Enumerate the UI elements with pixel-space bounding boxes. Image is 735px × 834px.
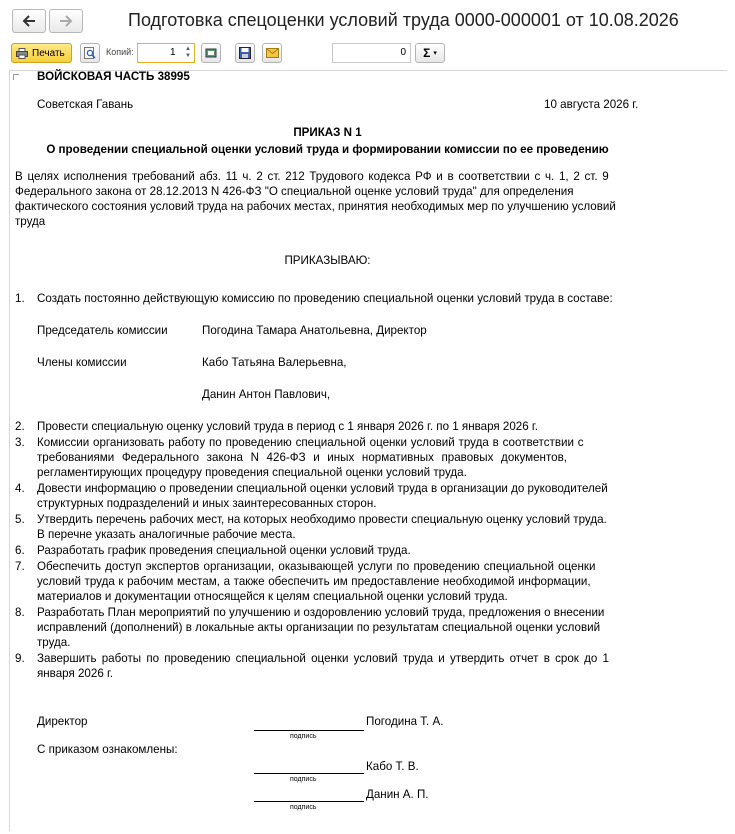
forward-button[interactable] [49, 9, 83, 33]
signature-line [254, 773, 364, 774]
order-word: ПРИКАЗЫВАЮ: [284, 254, 371, 267]
copies-input[interactable] [137, 43, 195, 63]
acquainted-label: С приказом ознакомлены: [37, 743, 178, 756]
item-text: В перечне указать аналогичные рабочие места. [37, 528, 296, 541]
page-setup-button[interactable] [201, 43, 221, 63]
item-text: материалов и документации относящейся к целям специальной оценки условий труда. [37, 590, 508, 603]
print-button[interactable] [11, 43, 72, 63]
page-setup-icon [205, 47, 217, 59]
item-text: Провести специальную оценку условий труда в период с 1 января 2026 г. по 1 января 2026 г. [37, 420, 538, 433]
title-bar [0, 0, 735, 40]
members-label: Члены комиссии [37, 356, 127, 369]
copies-spinner[interactable]: ▲ ▼ [185, 46, 191, 59]
preamble-line: труда [15, 215, 46, 228]
item-text: Комиссии организовать работу по проведению специальной оценки условий труда в соответствии с [37, 436, 584, 449]
chairman-label: Председатель комиссии [37, 324, 168, 337]
item-text: условий труда к рабочим местам, а также обеспечить им предоставление необходимой информации, [37, 575, 591, 588]
item-text: Довести информацию о проведении специальной оценки условий труда в организации до руководителей [37, 482, 608, 495]
magnifier-icon [84, 47, 96, 59]
item-number: 2. [15, 420, 25, 433]
signature-caption: подпись [290, 733, 317, 740]
preview-button[interactable] [80, 43, 100, 63]
item-text: регламентирующих процедуру проведения специальной оценки условий труда. [37, 466, 467, 479]
document-date: 10 августа 2026 г. [544, 98, 639, 111]
director-name: Погодина Т. А. [366, 715, 444, 728]
order-subject: О проведении специальной оценки условий труда и формировании комиссии по ее проведению [46, 143, 609, 156]
sigma-icon: Σ [423, 46, 431, 60]
item-text: января 2026 г. [37, 667, 114, 680]
floppy-disk-icon [239, 47, 251, 59]
item-number: 8. [15, 606, 25, 619]
sum-field[interactable]: 0 [332, 43, 411, 63]
city: Советская Гавань [37, 98, 134, 111]
back-button[interactable] [12, 9, 46, 33]
organization-name: ВОЙСКОВАЯ ЧАСТЬ 38995 [37, 70, 190, 83]
member-name: Кабо Татьяна Валерьевна, [202, 356, 347, 369]
email-button[interactable] [262, 43, 282, 63]
item-text: Завершить работы по проведению специальной оценки условий труда и утвердить отчет в срок до 1 [37, 652, 609, 665]
item-number: 7. [15, 560, 25, 573]
chevron-down-icon: ▾ [433, 50, 437, 57]
item-text: исправлений (дополнений) в локальные акты организации по результатам специальной оценки условий [37, 621, 601, 634]
signature-caption: подпись [290, 804, 317, 811]
item-number: 4. [15, 482, 25, 495]
director-label: Директор [37, 715, 88, 728]
item-text: Разработать План мероприятий по улучшению и оздоровлению условий труда, предложения о внесении [37, 606, 605, 619]
item-number: 6. [15, 544, 25, 557]
item-text: Утвердить перечень рабочих мест, на которых необходимо провести специальную оценку условий труда. [37, 513, 607, 526]
window-title: Подготовка спецоценки условий труда 0000-000001 от 10.08.2026 [128, 10, 679, 30]
item-text: требованиями Федерального закона N 426-ФЗ и иных нормативных правовых документов, [37, 451, 567, 464]
arrow-left-icon [22, 15, 36, 27]
order-title: ПРИКАЗ N 1 [293, 126, 362, 139]
preamble-line: фактического состояния условий труда на рабочих местах, принятия необходимых мер по улучшению условий [15, 200, 616, 213]
print-button-label: Печать [32, 47, 65, 59]
item-text: структурных подразделений и иных заинтересованных сторон. [37, 497, 377, 510]
item-number: 9. [15, 652, 25, 665]
signature-line [254, 801, 364, 802]
item-text: Создать постоянно действующую комиссию по проведению специальной оценки условий труда в составе: [37, 292, 613, 305]
item-text: Разработать график проведения специальной оценки условий труда. [37, 544, 411, 557]
signature-line [254, 730, 364, 731]
copies-value: 1 [170, 47, 176, 58]
item-number: 3. [15, 436, 25, 449]
item-number: 1. [15, 292, 25, 305]
item-text: Обеспечить доступ экспертов организации, оказывающей услуги по проведению специальной оценки [37, 560, 596, 573]
printer-icon [16, 48, 28, 59]
item-text: труда. [37, 636, 71, 649]
chairman-name: Погодина Тамара Анатольевна, Директор [202, 324, 427, 337]
page-corner-marker [13, 74, 19, 80]
sum-dropdown-button[interactable] [415, 43, 445, 63]
envelope-icon [266, 48, 279, 58]
signer-name: Данин А. П. [366, 788, 429, 801]
copies-label: Копий: [106, 47, 134, 57]
signature-caption: подпись [290, 776, 317, 783]
preamble-line: Федерального закона от 28.12.2013 N 426-ФЗ "О специальной оценке условий труда" для определения [15, 185, 574, 198]
member-name: Данин Антон Павлович, [202, 388, 331, 401]
save-button[interactable] [235, 43, 255, 63]
preamble-line: В целях исполнения требований абз. 11 ч. 2 ст. 212 Трудового кодекса РФ и в соответствии с ч. 1, 2 ст. 9 [15, 170, 609, 183]
signer-name: Кабо Т. В. [366, 760, 419, 773]
item-number: 5. [15, 513, 25, 526]
arrow-right-icon [59, 15, 73, 27]
